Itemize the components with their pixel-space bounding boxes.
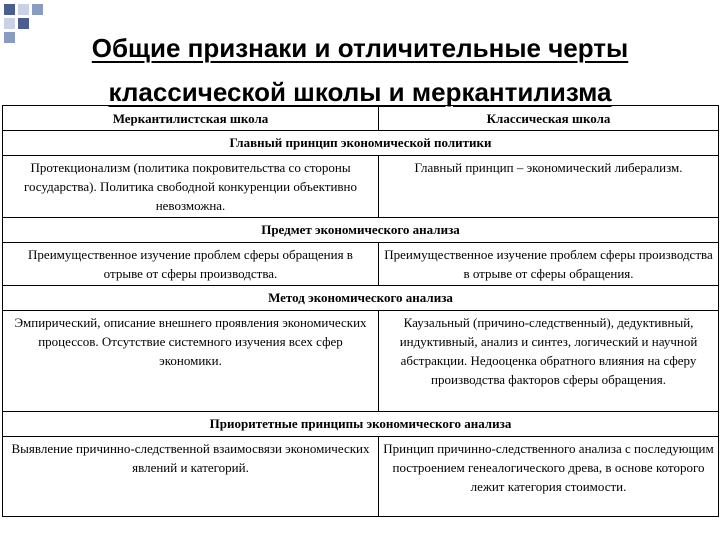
deco-square [18,4,29,15]
cell-mercantilism-principles: Выявление причинно-следственной взаимосвязи экономических явлений и категорий. [3,437,379,517]
column-header-mercantilism: Меркантилистская школа [3,106,379,131]
deco-square [32,4,43,15]
deco-square [4,4,15,15]
column-header-classical: Классическая школа [379,106,719,131]
table-row [3,243,719,286]
section-heading-row [3,131,719,156]
section-heading-policy: Главный принцип экономической политики [3,131,719,156]
cell-classical-principles: Принцип причинно-следственного анализа с последующим построением генеалогического древа, в основе которого лежит категория стоимости. [379,437,719,517]
section-heading-method: Метод экономического анализа [3,286,719,311]
cell-classical-subject: Преимущественное изучение проблем сферы производства в отрыве от сферы обращения. [379,243,719,286]
page-title [0,26,720,114]
section-heading-principles: Приоритетные принципы экономического анализа [3,412,719,437]
section-heading-row [3,218,719,243]
cell-mercantilism-method: Эмпирический, описание внешнего проявления экономических процессов. Отсутствие системного изучения всех сфер экономики. [3,311,379,412]
title-line-2: классической школы и меркантилизма [108,77,612,107]
table-header-row [3,106,719,131]
cell-mercantilism-policy: Протекционализм (политика покровительства со стороны государства). Политика свободной конкуренции объективно невозможна. [3,156,379,218]
cell-mercantilism-subject: Преимущественное изучение проблем сферы обращения в отрыве от сферы производства. [3,243,379,286]
table-row [3,311,719,412]
title-line-1: Общие признаки и отличительные черты [91,33,629,63]
cell-classical-method: Каузальный (причино-следственный), дедуктивный, индуктивный, анализ и синтез, логический и научной абстракции. Недооценка обратного влияния на сферу производства факторов сферы обращения. [379,311,719,412]
section-heading-subject: Предмет экономического анализа [3,218,719,243]
section-heading-row [3,412,719,437]
table-row [3,437,719,517]
cell-classical-policy: Главный принцип – экономический либерализм. [379,156,719,218]
section-heading-row [3,286,719,311]
comparison-table [2,105,719,517]
table-row [3,156,719,218]
